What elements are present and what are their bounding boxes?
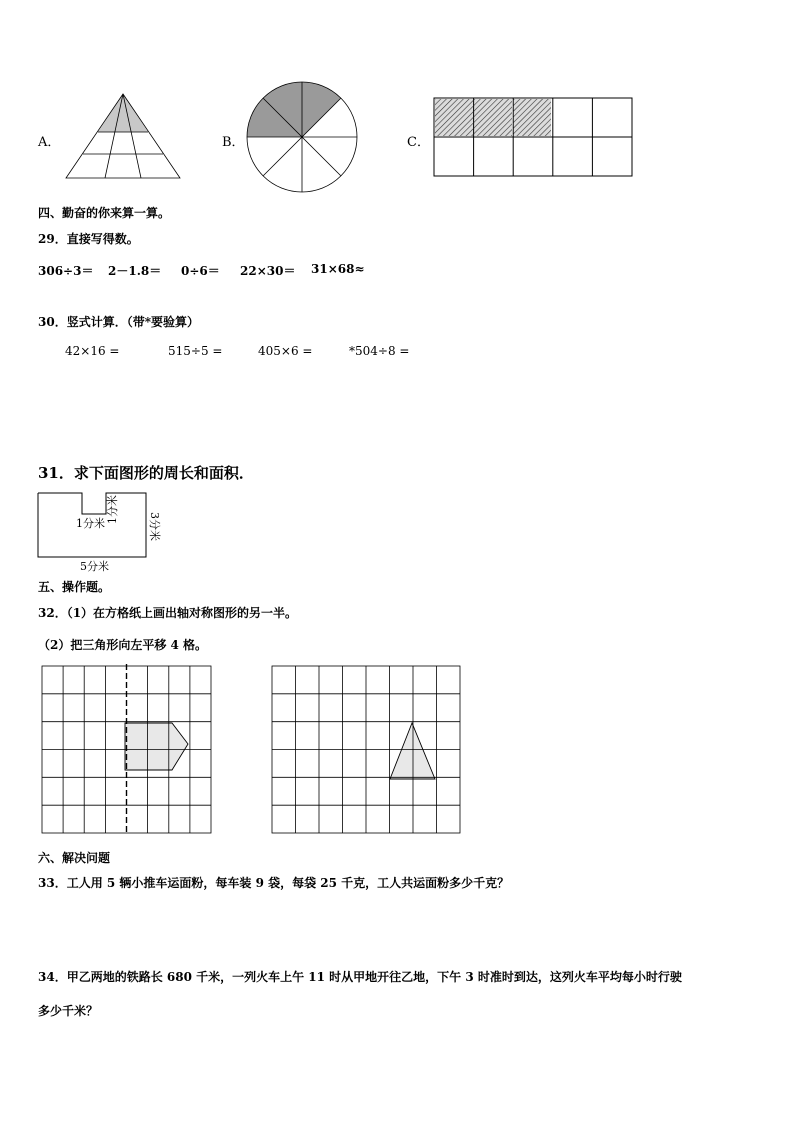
q29-item-4: 22×30＝	[240, 264, 296, 278]
q30-item-4: *504÷8 =	[349, 344, 410, 358]
q29-title: 29．直接写得数。	[38, 232, 139, 246]
q30-title: 30．竖式计算．（带*要验算）	[38, 315, 199, 329]
q29-item-5: 31×68≈	[311, 262, 365, 276]
q32-part2: （2）把三角形向左平移 4 格。	[38, 638, 208, 652]
q33-text: 33．工人用 5 辆小推车运面粉，每车装 9 袋，每袋 25 千克，工人共运面粉多少千克？	[38, 876, 510, 890]
option-c-label: C．	[407, 135, 430, 150]
section5-heading: 五、操作题。	[38, 580, 111, 594]
section4-heading: 四、勤奋的你来算一算。	[38, 206, 171, 220]
q30-item-2: 515÷5 =	[168, 344, 223, 358]
q29-item-1: 306÷3＝	[38, 264, 94, 278]
option-a-label: A．	[38, 135, 61, 150]
q29-item-3: 0÷6＝	[181, 264, 220, 278]
q29-item-2: 2－1.8＝	[108, 264, 162, 278]
option-c-grid-figure	[432, 96, 636, 180]
q31-title: 31．求下面图形的周长和面积．	[38, 464, 254, 482]
q32-translation-grid	[270, 664, 462, 836]
option-b-circle-figure	[245, 80, 365, 200]
q32-symmetry-grid	[40, 664, 215, 836]
q34-text-line1: 34．甲乙两地的铁路长 680 千米，一列火车上午 11 时从甲地开往乙地，下午 3 时准时到达，这列火车平均每小时行驶	[38, 970, 682, 984]
q31-label-notch-depth: 1分米	[106, 495, 119, 524]
q32-part1: 32．（1）在方格纸上画出轴对称图形的另一半。	[38, 606, 298, 620]
option-a-triangle-figure	[62, 92, 202, 182]
option-b-label: B．	[222, 135, 245, 150]
section6-heading: 六、解决问题	[38, 851, 111, 865]
q31-label-notch-width: 1分米	[76, 517, 105, 530]
q31-label-height: 3分米	[148, 512, 161, 541]
q34-text-line2: 多少千米？	[38, 1004, 99, 1018]
q30-item-3: 405×6 =	[258, 344, 313, 358]
q31-label-width: 5分米	[80, 560, 109, 573]
q30-item-1: 42×16 =	[65, 344, 120, 358]
